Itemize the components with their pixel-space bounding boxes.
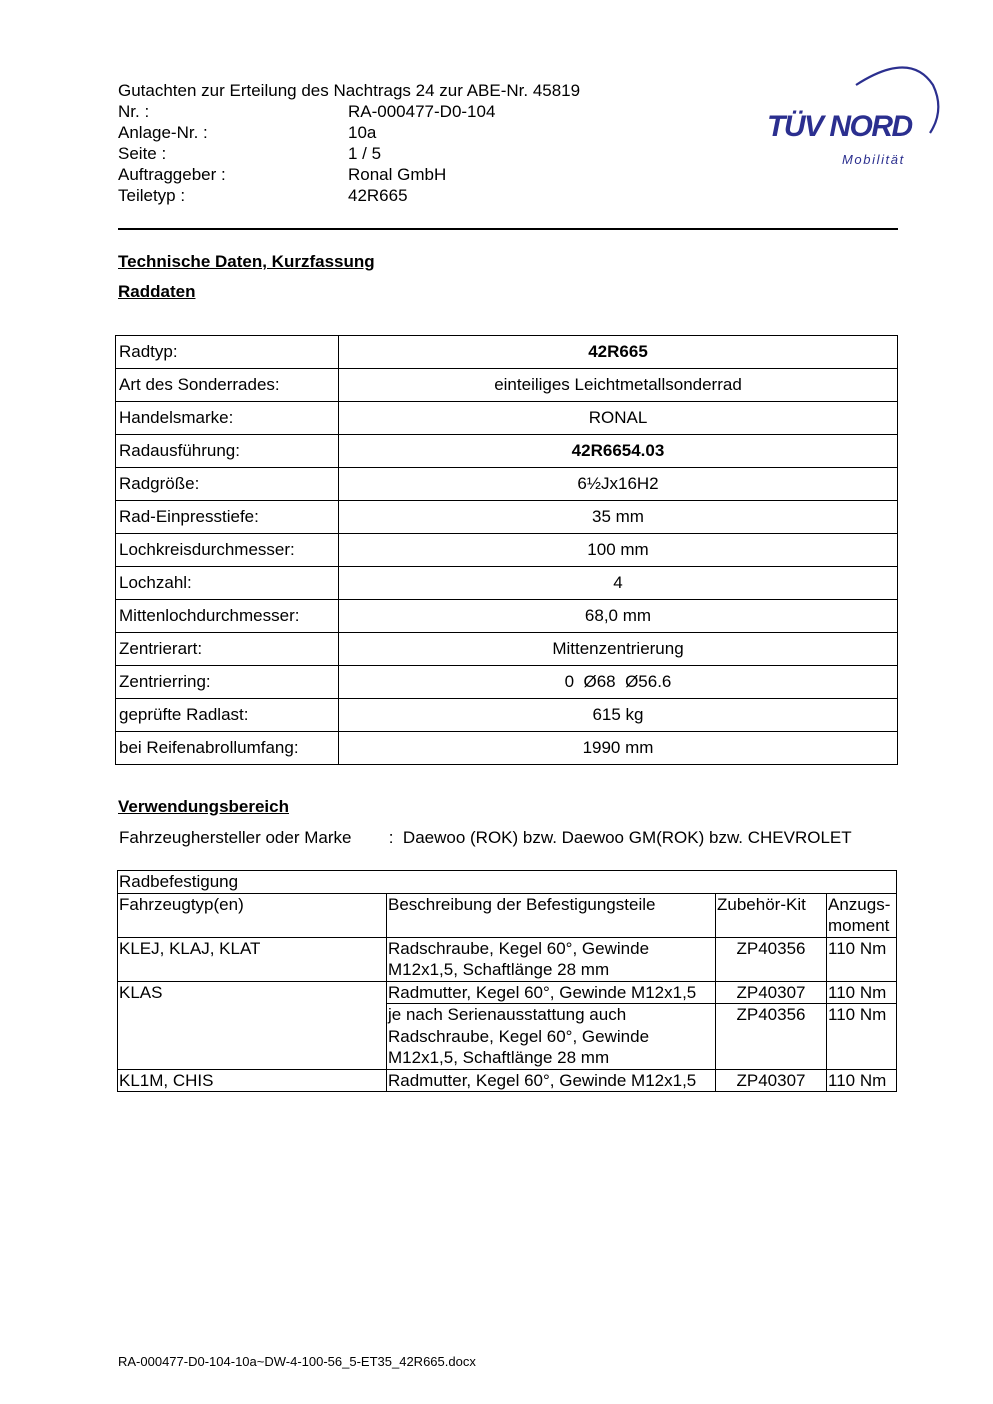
table-row <box>118 1004 897 1070</box>
cell-desc: je nach Serienausstattung auch Radschraube, Kegel 60°, Gewinde M12x1,5, Schaftlänge 28 mm <box>387 1004 716 1070</box>
header-row-seite <box>118 143 580 164</box>
usage-value: Daewoo (ROK) bzw. Daewoo GM(ROK) bzw. CHEVROLET <box>402 828 852 847</box>
header-label: Auftraggeber : <box>118 165 226 184</box>
header-label: Anlage-Nr. : <box>118 123 208 142</box>
row-label: Lochkreisdurchmesser: <box>116 534 339 567</box>
table-row <box>116 666 898 699</box>
table-header-row <box>118 893 897 937</box>
table-row <box>116 435 898 468</box>
row-label: Art des Sonderrades: <box>116 369 339 402</box>
usage-label: Fahrzeughersteller oder Marke <box>119 828 352 847</box>
header-label: Nr. : <box>118 102 150 121</box>
header-value: RA-000477-D0-104 <box>348 102 496 121</box>
table-row <box>116 633 898 666</box>
row-value: 615 kg <box>339 699 898 732</box>
table-row <box>116 369 898 402</box>
cell-type <box>118 1004 387 1070</box>
logo-brand-text: TÜV NORD <box>767 110 912 143</box>
usage-separator: : <box>388 828 394 847</box>
table-row <box>116 534 898 567</box>
row-value: 1990 mm <box>339 732 898 765</box>
row-label: Mittenlochdurchmesser: <box>116 600 339 633</box>
row-value: 0 Ø68 Ø56.6 <box>339 666 898 699</box>
cell-torque: 110 Nm <box>827 981 897 1004</box>
wheel-data-table <box>115 335 898 765</box>
row-value: 42R665 <box>339 336 898 369</box>
table-row <box>116 699 898 732</box>
row-label: bei Reifenabrollumfang: <box>116 732 339 765</box>
header-value: Ronal GmbH <box>348 165 447 184</box>
row-value: 4 <box>339 567 898 600</box>
tuv-nord-logo <box>760 55 945 170</box>
table-row <box>116 336 898 369</box>
row-value: 35 mm <box>339 501 898 534</box>
table-row <box>116 402 898 435</box>
document-header <box>118 80 580 206</box>
table-row <box>116 501 898 534</box>
table-row <box>116 468 898 501</box>
mounting-table <box>117 870 897 1092</box>
row-value: Mittenzentrierung <box>339 633 898 666</box>
row-value: 42R6654.03 <box>339 435 898 468</box>
header-row-auftraggeber <box>118 164 580 185</box>
cell-desc: Radmutter, Kegel 60°, Gewinde M12x1,5 <box>387 1069 716 1092</box>
row-label: Zentrierart: <box>116 633 339 666</box>
header-torque-line1: Anzugs- <box>828 894 891 914</box>
cell-kit: ZP40356 <box>716 937 827 981</box>
header-kit: Zubehör-Kit <box>716 893 827 937</box>
row-value: 68,0 mm <box>339 600 898 633</box>
table-row <box>118 1069 897 1092</box>
row-label: Radtyp: <box>116 336 339 369</box>
header-row-anlage <box>118 122 580 143</box>
header-row-nr <box>118 101 580 122</box>
row-label: Zentrierring: <box>116 666 339 699</box>
row-value: einteiliges Leichtmetallsonderrad <box>339 369 898 402</box>
header-type: Fahrzeugtyp(en) <box>118 893 387 937</box>
mounting-caption: Radbefestigung <box>118 871 897 894</box>
row-label: geprüfte Radlast: <box>116 699 339 732</box>
document-title: Gutachten zur Erteilung des Nachtrags 24 zur ABE-Nr. 45819 <box>118 81 581 100</box>
table-row <box>116 600 898 633</box>
table-row <box>116 732 898 765</box>
row-value: 100 mm <box>339 534 898 567</box>
section-title: Technische Daten, Kurzfassung <box>118 252 375 271</box>
cell-kit: ZP40307 <box>716 981 827 1004</box>
row-label: Radgröße: <box>116 468 339 501</box>
cell-type: KLAS <box>118 981 387 1004</box>
header-torque <box>827 893 897 937</box>
cell-type: KL1M, CHIS <box>118 1069 387 1092</box>
header-value: 10a <box>348 123 377 142</box>
row-value: 6½Jx16H2 <box>339 468 898 501</box>
cell-desc: Radmutter, Kegel 60°, Gewinde M12x1,5 <box>387 981 716 1004</box>
table-row <box>118 937 897 981</box>
header-value: 42R665 <box>348 186 408 205</box>
raddaten-title: Raddaten <box>118 282 196 301</box>
header-torque-line2: moment <box>828 916 890 935</box>
cell-type: KLEJ, KLAJ, KLAT <box>118 937 387 981</box>
row-label: Radausführung: <box>116 435 339 468</box>
cell-torque: 110 Nm <box>827 937 897 981</box>
cell-kit: ZP40307 <box>716 1069 827 1092</box>
cell-torque: 110 Nm <box>827 1004 897 1070</box>
row-label: Handelsmarke: <box>116 402 339 435</box>
table-row <box>116 567 898 600</box>
cell-desc: Radschraube, Kegel 60°, Gewinde M12x1,5, Schaftlänge 28 mm <box>387 937 716 981</box>
header-divider <box>118 228 898 230</box>
row-label: Rad-Einpresstiefe: <box>116 501 339 534</box>
header-value: 1 / 5 <box>348 144 382 163</box>
usage-title: Verwendungsbereich <box>118 797 289 816</box>
footer-filename: RA-000477-D0-104-10a~DW-4-100-56_5-ET35_42R665.docx <box>118 1354 476 1369</box>
row-value: RONAL <box>339 402 898 435</box>
header-row-teiletyp <box>118 185 580 206</box>
cell-torque: 110 Nm <box>827 1069 897 1092</box>
logo-sub-text: Mobilität <box>842 152 905 167</box>
table-row <box>118 871 897 894</box>
cell-kit: ZP40356 <box>716 1004 827 1070</box>
table-row <box>118 981 897 1004</box>
header-label: Teiletyp : <box>118 186 186 205</box>
header-desc: Beschreibung der Befestigungsteile <box>387 893 716 937</box>
row-label: Lochzahl: <box>116 567 339 600</box>
usage-line <box>119 828 852 848</box>
header-label: Seite : <box>118 144 167 163</box>
